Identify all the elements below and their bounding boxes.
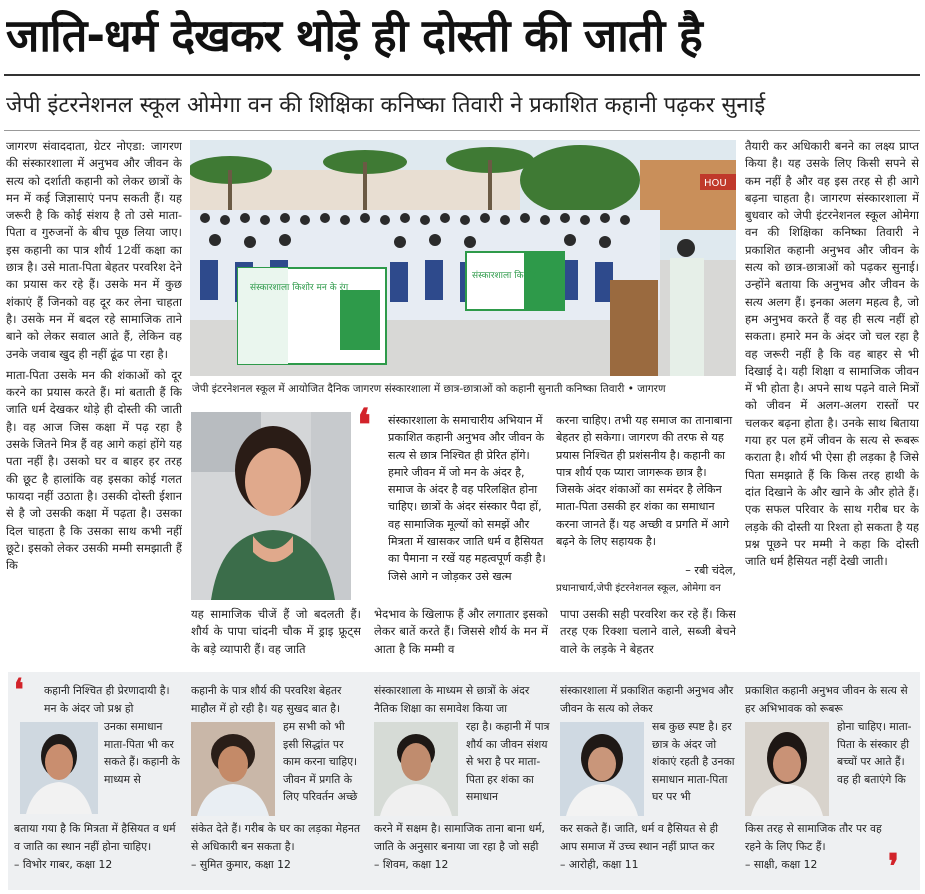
headline: जाति-धर्म देखकर थोड़े ही दोस्ती की जाती है: [6, 9, 702, 62]
student-name: – साक्षी,: [745, 858, 778, 871]
student-comment: [191, 680, 361, 880]
quote-attribution: – रबी चंदेल,: [685, 564, 736, 577]
photo-caption: जेपी इंटरनेशनल स्कूल में आयोजित दैनिक जागरण संस्कारशाला में छात्र-छात्राओं को कहानी सुनाती कनिष्का तिवारी • जागरण: [192, 383, 666, 395]
quote-column-2: करना चाहिए। तभी यह समाज का तानाबाना बेहतर हो सकेगा। जागरण की तरफ से यह प्रयास निश्चित ही प्रशंसनीय है। कहानी का पात्र शौर्य एक प्यारा जागरूक छात्र है। जिसके अंदर शंकाओं का समंदर है लेकिन माता-पिता उसकी हर शंका का समाधान करना जानते हैं। यह अच्छी व प्रगति में आगे बढ़ने के लिए सहायक है।: [556, 414, 733, 549]
student-signature: [560, 856, 738, 876]
student-photo: [374, 722, 458, 816]
quote-open-icon: ❛: [14, 673, 24, 708]
middle-column-2: भेदभाव के खिलाफ हैं और लगातार इसको लेकर बातें करते हैं। जिससे शौर्य के मन में आता है कि मम्मी व: [374, 607, 548, 656]
student-name: – विभोर गाबर,: [14, 858, 73, 871]
student-comment-side: होना चाहिए। माता-पिता के संस्कार ही बच्चों पर आते हैं। वह ही बताएंगे कि: [837, 720, 912, 786]
student-comment-side: उनका समाधान माता-पिता भी कर सकते हैं। कहानी के माध्यम से: [104, 720, 180, 786]
student-class: कक्षा 12: [254, 858, 291, 871]
student-comment-top: प्रकाशित कहानी अनुभव जीवन के सत्य से हर अभिभावक को रूबरू: [745, 684, 908, 715]
subheadline: जेपी इंटरनेशनल स्कूल ओमेगा वन की शिक्षिका कनिष्का तिवारी ने प्रकाशित कहानी पढ़कर सुनाई: [6, 93, 766, 118]
event-photo: [190, 140, 736, 376]
student-comment: [745, 680, 913, 880]
student-comment-side: हम सभी को भी इसी सिद्धांत पर काम करना चाहिए। जीवन में प्रगति के लिए परिवर्तन अच्छे: [283, 720, 358, 803]
student-signature: [191, 856, 361, 876]
student-comment: [560, 680, 738, 880]
student-comment-bottom: बताया गया है कि मित्रता में हैसियत व धर्म व जाति का स्थान नहीं होना चाहिए।: [14, 822, 176, 853]
top-rule: [4, 74, 920, 76]
banner-left-text: संस्कारशाला किशोर मन के रंग: [250, 283, 349, 293]
event-photo-illustration: [190, 140, 736, 376]
student-name: – शिवम,: [374, 858, 409, 871]
student-comment-top: संस्कारशाला में प्रकाशित कहानी अनुभव और जीवन के सत्य को लेकर: [560, 684, 734, 715]
student-comment-bottom: किस तरह से सामाजिक तौर पर वह रहने के लिए फिट हैं।: [745, 822, 882, 853]
student-photo: [560, 722, 644, 816]
student-comment-bottom: संकेत देते हैं। गरीब के घर का लड़का मेहनत से अधिकारी बन सकता है।: [191, 822, 361, 853]
left-para-1: जागरण संवाददाता, ग्रेटर नोएडा: जागरण की संस्कारशाला में अनुभव और जीवन के सत्य को दर्शाती कहानी को लेकर छात्रों के मन में कई जिज्ञासाएं पनप सकती हैं। यह जरूरी है कि कोई संशय है तो उसे माता-पिता व गुरुजनों के बीच पूछ लिया जाए। इस कहानी का पात्र शौर्य 12वीं कक्षा का छात्र है। उसे माता-पिता बेहतर परवरिश देने का प्रयास कर रहे हैं। उसके मन में कुछ शंकाएं हैं जिनको वह दूर कर लेना चाहता है। उसके मन में बदल रहे सामाजिक ताने बाने को लेकर सवाल आते हैं, लेकिन वह उनके जवाब खुद ही नहीं ढूंढ पा रहा है।: [6, 139, 182, 361]
quote-column-1: संस्कारशाला के समाचारीय अभियान में प्रकाशित कहानी अनुभव और जीवन के सत्य से छात्र निश्चित ही प्रेरित होंगे। हमारे जीवन में जो मन के अंदर है, समाज के अंदर है वह परिलक्षित होना चाहिए। छात्रों के अंदर संस्कार पैदा हों, वह सामाजिक मूल्यों को समझें और मित्रता में खासकर जाति धर्म व हैसियत का पैमाना न रखें यह महत्वपूर्ण कड़ी है। जिसे आगे न जोड़कर उसे खत्म: [388, 414, 546, 583]
student-comment-side: सब कुछ स्पष्ट है। हर छात्र के अंदर जो शंकाएं रहती है उनका समाधान माता-पिता घर पर भी: [652, 720, 735, 803]
student-photo: [745, 722, 829, 816]
sub-rule: [4, 130, 920, 131]
right-para-1: तैयारी कर अधिकारी बनने का लक्ष्य प्राप्त किया है। यह उसके लिए किसी सपने से कम नहीं है और वह इस तरह से ही आगे बढ़ना चाहता है। जागरण संस्कारशाला में बुधवार को जेपी इंटरनेशनल स्कूल ओमेगा वन की शिक्षिका कनिष्का तिवारी ने प्रकाशित कहानी अनुभव और जीवन के सत्य को छात्र-छात्राओं को पढ़कर सुनाई। उन्होंने बताया कि अनुभव और जीवन के सत्य अलग हैं। इनका अलग महत्व है, जो हम अनुभव करते हैं वह ही सत्य नहीं हो सकता। हमारे मन के अंदर जो चल रहा है वह जरूरी नहीं है कि वह बाहर से भी दिखाई दे। यही शिक्षा व सामाजिक जीवन में भी होता है। अपने साथ पढ़ने वाले मित्रों को जीवन में अलग-अलग रास्तों पर चलकर बढ़ना होता है। उनके साथ बिताया गया हर पल हमें जीवन के सत्य से रूबरू कराता है। शौर्य भी ऐसा ही लड़का है जिसे पिता समझाते हैं कि किस तरह हाथी के दांत दिखाने के और खाने के और होते हैं। एक सफल परिवार के साथ गरीब घर के लड़के की दोस्ती या रिश्ता हो सकता है यह प्रश्न पूछने पर मम्मी ने कहा कि दोस्ती जाति धर्म हैसियत नहीं देखी जाती।: [745, 139, 919, 569]
student-class: कक्षा 11: [602, 858, 639, 871]
student-comment-bottom: करने में सक्षम है। सामाजिक ताना बाना धर्म, जाति के अनुसार बनाया जा रहा है जो सही: [374, 822, 545, 853]
left-para-2: माता-पिता उसके मन की शंकाओं को दूर करने का प्रयास करते हैं। मां बताती हैं कि जाति धर्म देखकर थोड़े ही दोस्ती की जाती है। वह आज जिस कक्षा में पढ़ रहा है उसके जितने मित्र हैं वह आगे कहां होंगे यह पता नहीं है। उसको घर व बाहर हर तरह की छूट है हालांकि वह इसका कोई गलत फायदा नहीं उठाता है। उसकी दोस्ती ईशान से है जो उसकी कक्षा में पढ़ता है। उसका दिल चाहता है कि उसका साथ कभी नहीं छूटे। इसको लेकर उसकी मम्मी समझाती हैं कि: [6, 367, 182, 573]
banner-right-text: संस्कारशाला किशोर: [472, 271, 536, 281]
student-comment-top: कहानी निश्चित ही प्रेरणादायी है। मन के अंदर जो प्रश्न हो: [44, 684, 170, 715]
student-photo: [191, 722, 275, 816]
student-name: – आरोही,: [560, 858, 600, 871]
student-comment: [14, 680, 182, 880]
student-photo: [20, 722, 98, 814]
quote-designation: प्रधानाचार्य,जेपी इंटरनेशनल स्कूल, ओमेगा वन: [556, 583, 721, 594]
student-comment: [374, 680, 550, 880]
student-class: कक्षा 12: [412, 858, 449, 871]
student-comment-top: कहानी के पात्र शौर्य की परवरिश बेहतर माहौल में हो रही है। यह सुखद बात है।: [191, 684, 342, 715]
middle-column-3: पापा उसकी सही परवरिश कर रहे हैं। किस तरह एक रिक्शा चलाने वाले, सब्जी बेचने वाले के लड़के ने बेहतर: [560, 607, 736, 656]
left-column: [6, 138, 182, 660]
student-name: – सुमित कुमार,: [191, 858, 252, 871]
student-class: कक्षा 12: [781, 858, 818, 871]
student-class: कक्षा 12: [76, 858, 113, 871]
podium: [610, 280, 658, 376]
student-comment-top: संस्कारशाला के माध्यम से छात्रों के अंदर नैतिक शिक्षा का समावेश किया जा: [374, 684, 530, 715]
student-comment-side: रहा है। कहानी में पात्र शौर्य का जीवन संशय से भरा है पर माता-पिता हर शंका का समाधान: [466, 720, 550, 803]
quote-mark-icon: ❛: [357, 400, 372, 451]
teacher-figure: [670, 258, 704, 376]
quote-close-icon: ❜: [888, 847, 899, 887]
principal-portrait-illustration: [191, 412, 351, 600]
student-signature: [374, 856, 550, 876]
right-column: [745, 138, 919, 660]
student-signature: [14, 856, 182, 876]
student-comment-bottom: कर सकते हैं। जाति, धर्म व हैसियत से ही आप समाज में उच्च स्थान नहीं प्राप्त कर: [560, 822, 719, 853]
principal-portrait: [191, 412, 351, 600]
student-signature: [745, 856, 895, 876]
school-sign: HOU: [704, 178, 727, 189]
middle-column-1: यह सामाजिक चीजें हैं जो बदलती हैं। शौर्य के पापा चांदनी चौक में ड्राइ फ्रूट्स के बड़े व्यापारी हैं। वह जाति: [191, 607, 361, 656]
